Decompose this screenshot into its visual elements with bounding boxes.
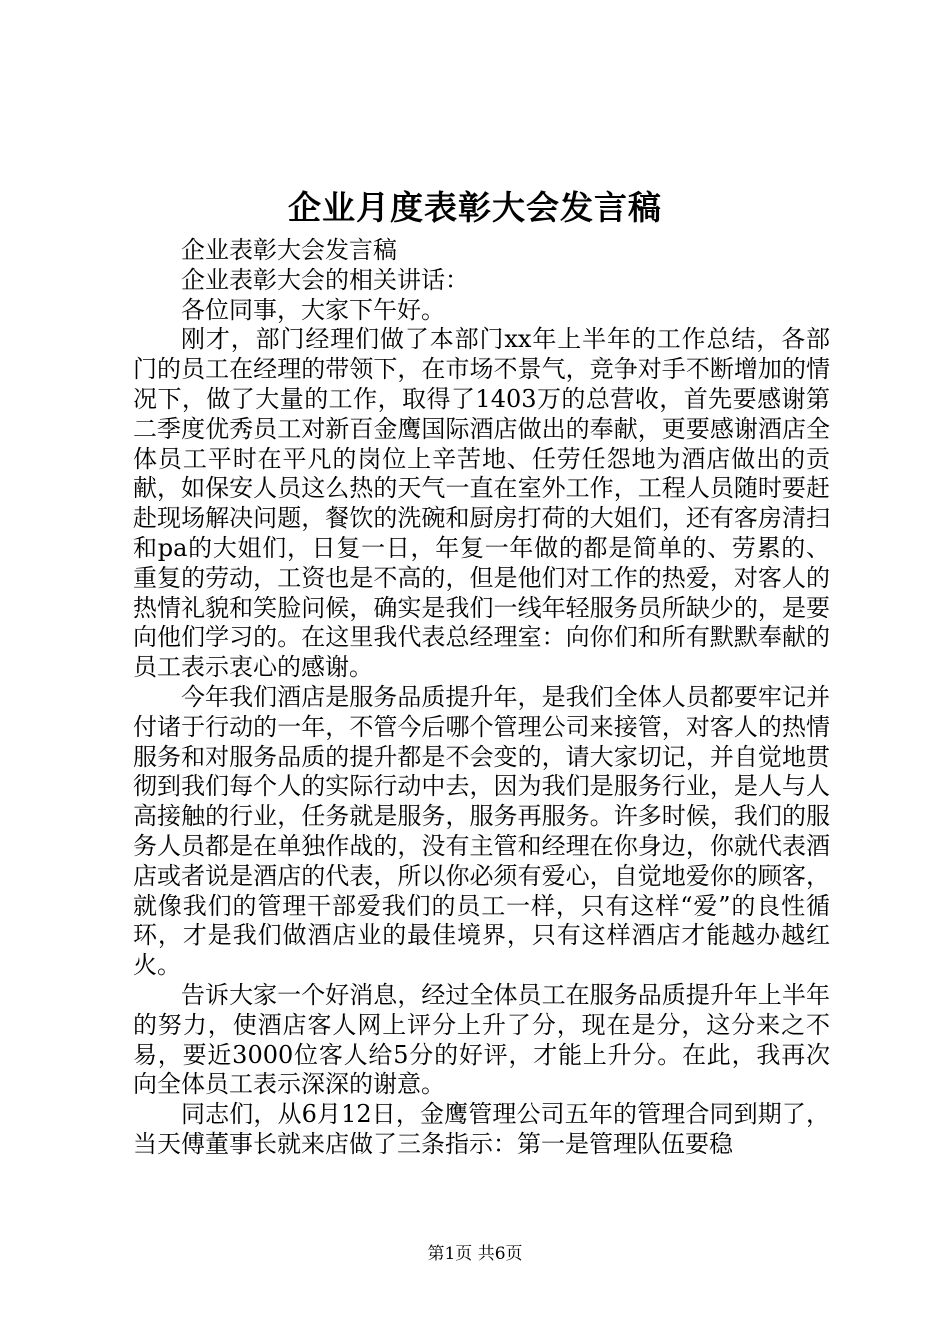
- page-footer: 第1页 共6页: [427, 1244, 523, 1264]
- paragraph: 今年我们酒店是服务品质提升年，是我们全体人员都要牢记并付诸于行动的一年，不管今后哪个管理公司来接管，对客人的热情服务和对服务品质的提升都是不会变的，请大家切记，并自觉地贯彻到我们每个人的实际行动中去，因为我们是服务行业，是人与人高接触的行业，任务就是服务，服务再服务。许多时候，我们的服务人员都是在单独作战的，没有主管和经理在你身边，你就代表酒店或者说是酒店的代表，所以你必须有爱心，自觉地爱你的顾客，就像我们的管理干部爱我们的员工一样，只有这样“爱”的良性循环，才是我们做酒店业的最佳境界，只有这样酒店才能越办越红火。: [133, 682, 830, 980]
- paragraph: 同志们，从6月12日，金鹰管理公司五年的管理合同到期了，当天傅董事长就来店做了三条指示：第一是管理队伍要稳: [133, 1100, 830, 1158]
- paragraph: 各位同事，大家下午好。: [181, 295, 445, 324]
- paragraph: 企业表彰大会发言稿: [181, 236, 397, 264]
- page-title: 企业月度表彰大会发言稿: [288, 188, 662, 227]
- document-body: [133, 236, 830, 1160]
- paragraph: 刚才，部门经理们做了本部门xx年上半年的工作总结，各部门的员工在经理的带领下，在市场不景气，竞争对手不断增加的情况下，做了大量的工作，取得了1403万的总营收，首先要感谢第二季度优秀员工对新百金鹰国际酒店做出的奉献，更要感谢酒店全体员工平时在平凡的岗位上辛苦地、任劳任怨地为酒店做出的贡献，如保安人员这么热的天气一直在室外工作，工程人员随时要赶赴现场解决问题，餐饮的洗碗和厨房打荷的大姐们，还有客房清扫和pa的大姐们，日复一日，年复一年做的都是简单的、劳累的、重复的劳动，工资也是不高的，但是他们对工作的热爱，对客人的热情礼貌和笑脸问候，确实是我们一线年轻服务员所缺少的，是要向他们学习的。在这里我代表总经理室：向你们和所有默默奉献的员工表示衷心的感谢。: [133, 325, 830, 682]
- paragraph: 告诉大家一个好消息，经过全体员工在服务品质提升年上半年的努力，使酒店客人网上评分上升了分，现在是分，这分来之不易，要近3000位客人给5分的好评，才能上升分。在此，我再次向全体员工表示深深的谢意。: [133, 980, 830, 1099]
- paragraph: 企业表彰大会的相关讲话：: [181, 265, 469, 294]
